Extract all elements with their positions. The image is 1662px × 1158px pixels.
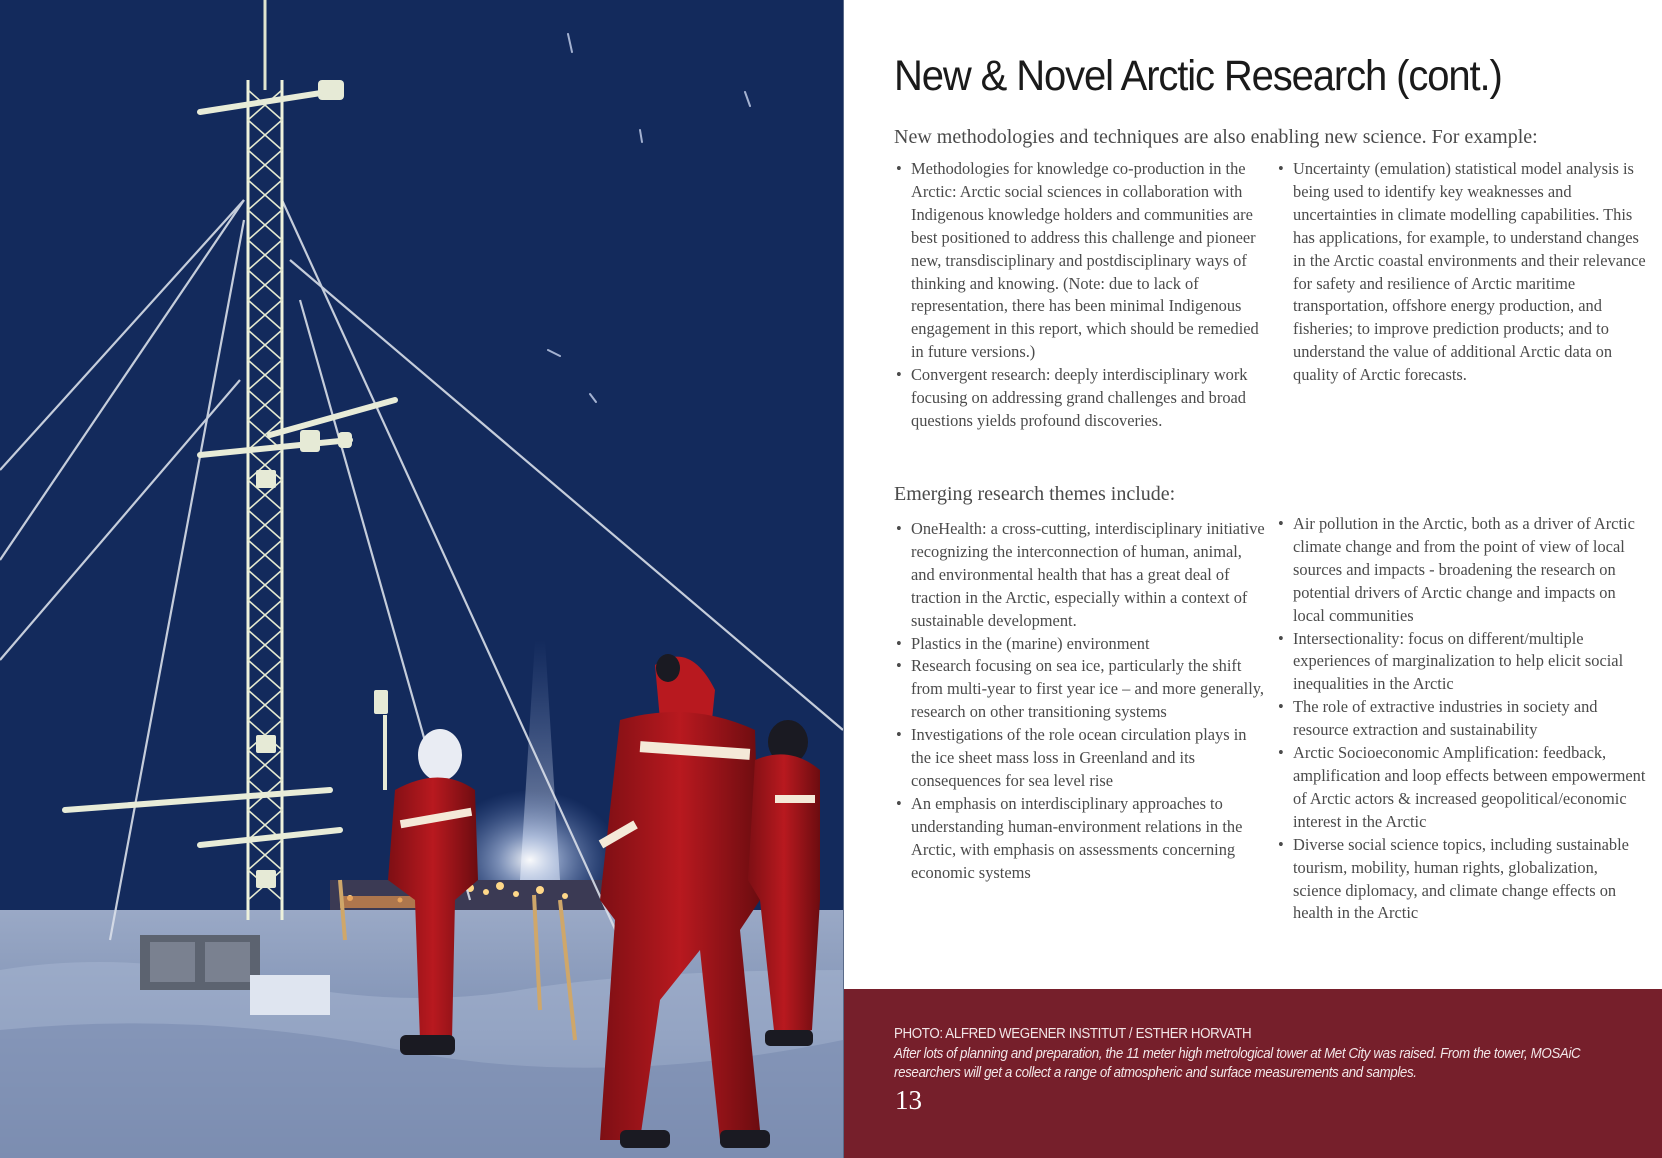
page-number: 13: [895, 1085, 922, 1115]
bullet-icon: •: [896, 725, 902, 745]
bullet-icon: •: [896, 365, 902, 385]
bullet-icon: •: [1278, 159, 1284, 178]
themes-list-left: [894, 518, 1266, 885]
list-item: [894, 655, 1266, 724]
list-item-text: Uncertainty (emulation) statistical model analysis is being used to identify key weaknesses and uncertainties in climate modelling capabilities. This has applications, for example, to understand changes in the Arctic coastal environments and their relevance for safety and resilience of Arctic maritime transportation, offshore energy production, and fisheries; to improve prediction products; and to understand the value of additional Arctic data on quality of Arctic forecasts.: [1293, 159, 1646, 385]
list-item-text: The role of extractive industries in society and resource extraction and sustainability: [1293, 697, 1598, 740]
list-item: [1276, 834, 1648, 926]
list-item: [894, 724, 1266, 793]
list-item-text: Methodologies for knowledge co-production in the Arctic: Arctic social sciences in collaboration with Indigenous knowledge holders and communities are best positioned to address this challenge and pioneer new, transdisciplinary and postdisciplinary ways of thinking and knowing. (Note: due to lack of representation, there has been minimal Indigenous engagement in this report, which should be remedied in future versions.): [911, 159, 1259, 362]
bullet-icon: •: [1278, 743, 1284, 763]
bullet-icon: •: [1278, 697, 1284, 717]
list-item: [1276, 158, 1648, 387]
methodologies-list-right: [1276, 158, 1648, 387]
list-item: [894, 518, 1266, 633]
list-item-text: OneHealth: a cross-cutting, interdisciplinary initiative recognizing the interconnection of human, animal, and environmental health that has a great deal of traction in the Arctic, especially within a context of sustainable development.: [911, 519, 1265, 630]
list-item: [1276, 742, 1648, 834]
themes-heading: Emerging research themes include:: [894, 483, 1176, 505]
photo-caption: After lots of planning and preparation, the 11 meter high metrological tower at Met City was raised. From the tower, MOSAiC researchers will get a collect a range of atmospheric and surface measurements and samples.: [894, 1046, 1581, 1081]
list-item-text: Intersectionality: focus on different/multiple experiences of marginalization to help elicit social inequalities in the Arctic: [1293, 628, 1624, 694]
bullet-icon: •: [1278, 514, 1284, 533]
list-item: [894, 793, 1266, 885]
list-item-text: Air pollution in the Arctic, both as a driver of Arctic climate change and from the point of view of local sources and impacts - broadening the research on potential drivers of Arctic change and impacts on local communities: [1293, 514, 1635, 625]
bullet-icon: •: [1278, 628, 1284, 648]
list-item-text: Arctic Socioeconomic Amplification: feedback, amplification and loop effects between empowerment of Arctic actors & increased geopolitical/economic interest in the Arctic: [1293, 743, 1646, 831]
text-page: [844, 0, 1662, 989]
list-item: [1276, 628, 1648, 697]
photo-credit: PHOTO: ALFRED WEGENER INSTITUT / ESTHER HORVATH: [894, 1026, 1252, 1042]
bullet-icon: •: [1278, 834, 1284, 854]
bullet-icon: •: [896, 519, 902, 538]
list-item-text: Investigations of the role ocean circulation plays in the ice sheet mass loss in Greenland and its consequences for sea level rise: [911, 725, 1247, 790]
page-title: New & Novel Arctic Research (cont.): [894, 52, 1502, 100]
list-item: [1276, 696, 1648, 742]
list-item: [894, 158, 1266, 364]
caption-footer: [844, 989, 1662, 1158]
list-item: [894, 364, 1266, 433]
list-item-text: Research focusing on sea ice, particularly the shift from multi-year to first year ice – and more generally, research on other transitioning systems: [911, 656, 1265, 722]
list-item-text: An emphasis on interdisciplinary approaches to understanding human-environment relations in the Arctic, with emphasis on assessments concerning economic systems: [911, 793, 1243, 882]
methodologies-list-left: [894, 158, 1266, 433]
list-item-text: Plastics in the (marine) environment: [911, 633, 1150, 653]
list-item: [1276, 513, 1648, 628]
list-item: [894, 633, 1266, 656]
list-item-text: Convergent research: deeply interdisciplinary work focusing on addressing grand challenges and broad questions yields profound discoveries.: [911, 365, 1248, 430]
bullet-icon: •: [896, 159, 902, 178]
bullet-icon: •: [896, 793, 902, 813]
bullet-icon: •: [896, 656, 902, 676]
bullet-icon: •: [896, 633, 902, 653]
intro-text: New methodologies and techniques are also enabling new science. For example:: [894, 126, 1538, 148]
list-item-text: Diverse social science topics, including sustainable tourism, mobility, human rights, globalization, science diplomacy, and climate change effects on health in the Arctic: [1293, 834, 1629, 923]
themes-list-right: [1276, 513, 1648, 925]
